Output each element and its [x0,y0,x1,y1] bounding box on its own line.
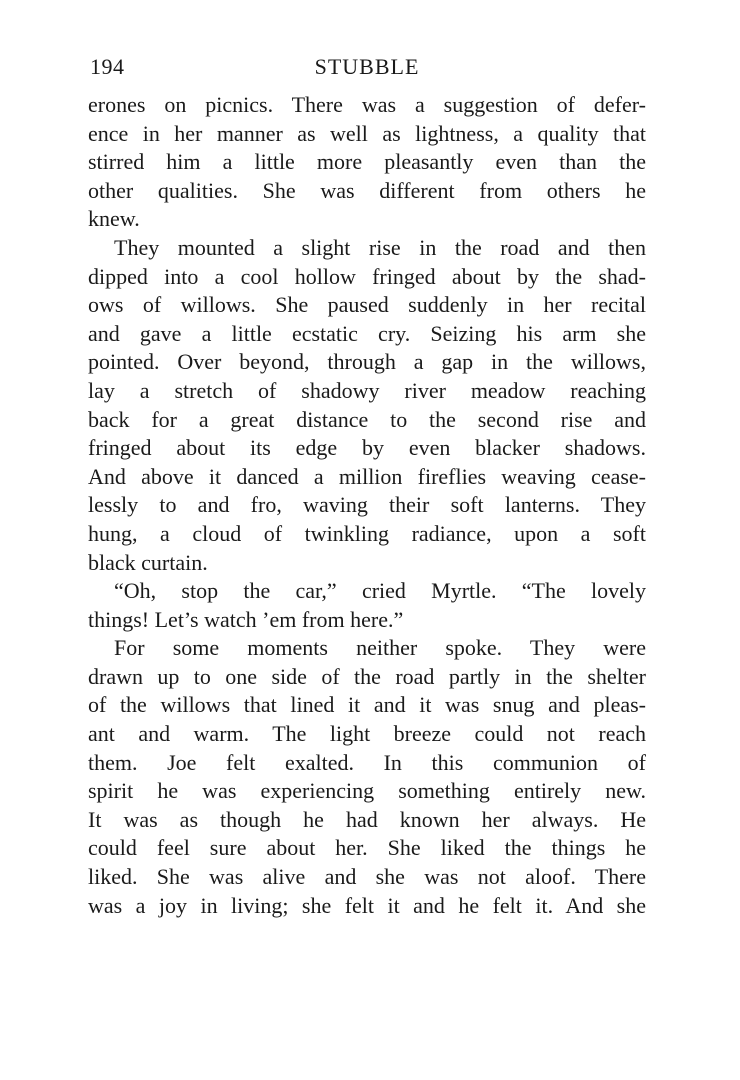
text-line: And above it danced a million fireflies weaving cease- [88,463,646,489]
text-line: could feel sure about her. She liked the things he [88,835,646,861]
text-line: stirred him a little more pleasantly even than the [88,149,646,175]
text-line: things! Let’s watch ’em from here.” [88,606,404,632]
text-line: was a joy in living; she felt it and he felt it. And she [88,892,646,918]
text-line: It was as though he had known her always. He [88,806,646,832]
text-line: and gave a little ecstatic cry. Seizing his arm she [88,320,646,346]
text-line: of the willows that lined it and it was snug and pleas- [88,692,646,718]
text-line: ant and warm. The light breeze could not reach [88,721,646,747]
text-line: fringed about its edge by even blacker shadows. [88,435,646,461]
text-line: lessly to and fro, waving their soft lanterns. They [88,492,646,518]
page-number: 194 [90,54,125,79]
running-head [88,50,646,84]
text-line: knew. [88,206,140,232]
body-text [88,91,646,920]
text-line: drawn up to one side of the road partly in the shelter [88,663,646,689]
text-line: back for a great distance to the second rise and [88,406,646,432]
text-line: black curtain. [88,549,208,575]
text-line: “Oh, stop the car,” cried Myrtle. “The lovely [114,578,646,604]
text-line: them. Joe felt exalted. In this communion of [88,749,646,775]
text-line: They mounted a slight rise in the road and then [114,234,646,260]
text-line: other qualities. She was different from others he [88,177,646,203]
text-line: For some moments neither spoke. They were [114,635,646,661]
running-title: STUBBLE [314,54,420,79]
text-line: erones on picnics. There was a suggestion of defer- [88,92,646,117]
text-line: dipped into a cool hollow fringed about by the shad- [88,263,646,289]
text-line: ows of willows. She paused suddenly in her recital [88,292,646,318]
text-line: lay a stretch of shadowy river meadow reaching [88,377,646,403]
text-line: liked. She was alive and she was not aloof. There [88,864,646,890]
text-line: ence in her manner as well as lightness, a quality that [88,120,646,146]
book-page [88,50,646,920]
text-line: spirit he was experiencing something entirely new. [88,778,646,804]
text-line: pointed. Over beyond, through a gap in the willows, [88,349,646,375]
text-line: hung, a cloud of twinkling radiance, upon a soft [88,520,646,546]
